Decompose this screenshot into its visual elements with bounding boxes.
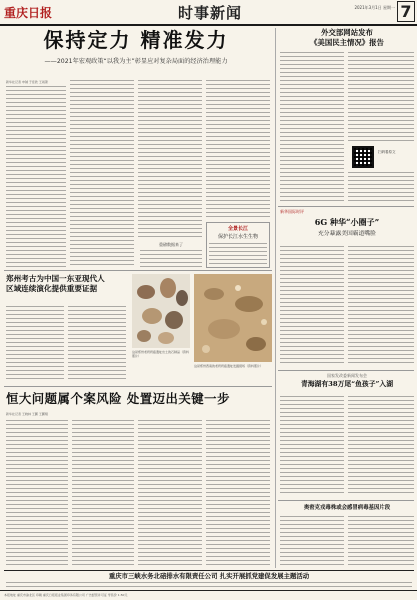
lead-story-header bbox=[6, 28, 266, 78]
right-mid-text-1 bbox=[280, 246, 344, 366]
right-bottom-text-2 bbox=[348, 516, 414, 568]
bottom-banner bbox=[6, 572, 412, 588]
artifact-photo bbox=[132, 274, 190, 348]
page-number: 7 bbox=[397, 1, 415, 22]
issue-date: 2021年3月1日 星期一 bbox=[354, 5, 395, 10]
property-text-2 bbox=[72, 420, 134, 568]
econ-mid-text bbox=[140, 250, 202, 268]
right-bottom-header bbox=[280, 503, 414, 515]
archaeology-text-2 bbox=[68, 306, 126, 382]
artifact-caption-box bbox=[132, 350, 190, 360]
side-box-title: 保护长江水生生物 bbox=[217, 234, 258, 240]
right-lower-text-1 bbox=[280, 396, 344, 496]
page-footer bbox=[0, 590, 417, 600]
archaeology-headline: 郑州考古为中国一东亚现代人 bbox=[6, 274, 105, 283]
econ-mid-kicker: 重磅数据来了 bbox=[159, 242, 183, 247]
side-box-text bbox=[209, 243, 267, 268]
right-mid-header bbox=[280, 209, 414, 243]
property-text-1 bbox=[6, 420, 68, 568]
page-header bbox=[0, 0, 417, 26]
excavation-photo bbox=[194, 274, 272, 362]
property-byline: 新华社记者 王晓林 王鹏 王鹏翔 bbox=[6, 412, 48, 416]
property-byline-box bbox=[6, 412, 272, 418]
right-top-text-2 bbox=[348, 52, 414, 142]
lead-column-1 bbox=[6, 80, 66, 268]
lead-column-3 bbox=[138, 80, 202, 240]
artifact-caption: 这是郑州老奶奶庙遗址出土的石制品（资料照片） bbox=[132, 350, 190, 358]
divider bbox=[4, 386, 272, 387]
right-lower-header bbox=[280, 373, 414, 395]
archaeology-text-1 bbox=[6, 306, 64, 382]
divider bbox=[278, 206, 414, 207]
right-mid-text-2 bbox=[348, 246, 414, 366]
property-headline: 恒大问题属个案风险 处置迈出关键一步 bbox=[6, 391, 230, 406]
lead-headline: 保持定力 精准发力 bbox=[43, 28, 229, 52]
excavation-caption: 这是郑州西南的老奶奶庙遗址发掘现场（资料照片） bbox=[194, 364, 264, 368]
right-top-text-3 bbox=[348, 172, 414, 202]
property-header bbox=[6, 390, 272, 412]
qr-code-icon[interactable] bbox=[352, 146, 374, 168]
bottom-banner-text bbox=[6, 582, 412, 587]
masthead-logo: 重庆日报 bbox=[4, 6, 53, 20]
archaeology-headline-2: 区域连续演化提供重要证据 bbox=[6, 284, 98, 293]
econ-mid-box bbox=[140, 242, 202, 268]
right-mid-subhead: 充分暴露美国霸道嘴脸 bbox=[318, 231, 376, 237]
lead-text-block bbox=[6, 86, 66, 268]
right-top-text-1 bbox=[280, 52, 344, 202]
divider bbox=[4, 270, 272, 271]
property-text-3 bbox=[138, 420, 202, 568]
section-title: 时事新闻 bbox=[178, 4, 243, 22]
right-top-headline: 外交部网站发布 bbox=[321, 28, 373, 37]
column-divider bbox=[275, 28, 276, 568]
lead-column-4 bbox=[206, 80, 270, 220]
divider bbox=[278, 500, 414, 501]
right-lower-text-2 bbox=[348, 396, 414, 496]
archaeology-header bbox=[6, 274, 126, 306]
divider bbox=[278, 370, 414, 371]
lead-column-2 bbox=[70, 80, 134, 268]
excavation-caption-box bbox=[194, 364, 272, 374]
qr-caption-box bbox=[378, 150, 414, 164]
lead-byline: 新华社记者 申铖 于佳欣 王雨萧 bbox=[6, 80, 48, 84]
side-box-kicker: 全景长江 bbox=[227, 226, 248, 232]
right-lower-headline: 青海湖有38万尾“鱼孩子”入湖 bbox=[300, 380, 394, 388]
right-bottom-text-1 bbox=[280, 516, 344, 568]
right-top-headline-2: 《美国民主情况》报告 bbox=[310, 38, 384, 47]
property-text-4 bbox=[206, 420, 270, 568]
right-mid-headline: 6G 种华“小圈子” bbox=[314, 217, 380, 227]
right-mid-kicker: 新华国际时评 bbox=[280, 209, 304, 214]
lead-subhead: ——2021年宏观政策“以我为主”彰显应对复杂局面的经济治理能力 bbox=[44, 58, 228, 65]
right-bottom-headline: 奥密克戎毒株或会感冒病毒基因片段 bbox=[303, 505, 391, 511]
side-box bbox=[206, 222, 270, 268]
qr-caption: 扫码看原文 bbox=[378, 150, 396, 154]
right-top-header bbox=[280, 28, 414, 50]
footer-text: 本报地址 重庆市渝北区 印刷 重庆日报报业集团印务有限公司 广告经营许可证 零售价 1.50元 bbox=[4, 593, 128, 597]
divider bbox=[4, 570, 414, 571]
bottom-banner-headline: 重庆市三峡水务北碚排水有限责任公司 扎实开展抓党建促发展主题活动 bbox=[108, 572, 310, 580]
right-lower-kicker: 国家发改委新闻发布会 bbox=[327, 373, 367, 378]
